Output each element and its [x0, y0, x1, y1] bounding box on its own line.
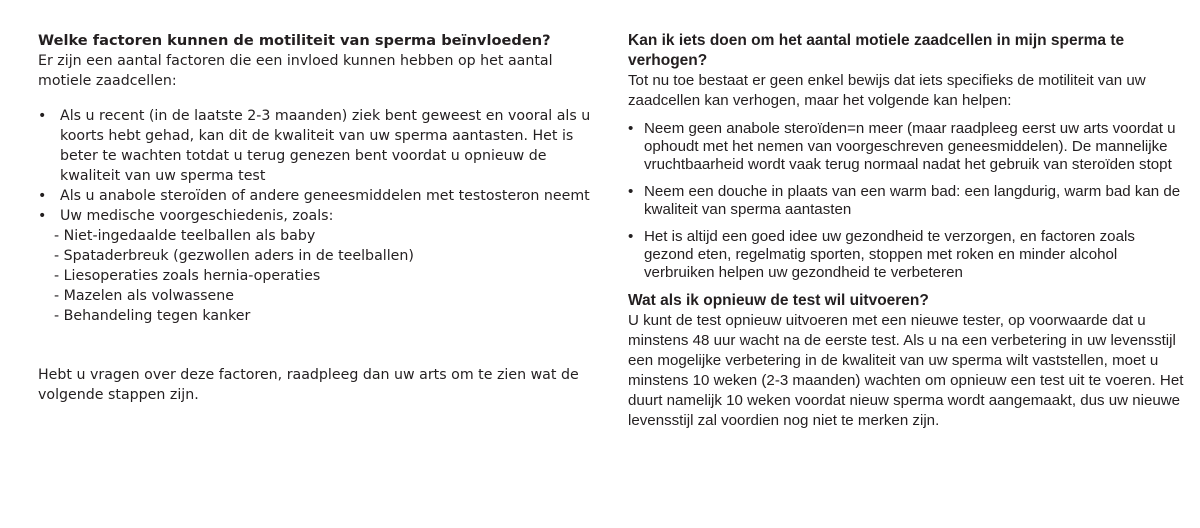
- increase-heading: Kan ik iets doen om het aantal motiele zaadcellen in mijn sperma te verhogen?: [628, 32, 1125, 69]
- list-item: • Het is altijd een goed idee uw gezondheid te verzorgen, en factoren zoals gezond eten, regelmatig sporten, stoppen met roken en minder alcohol verbruiken helpen uw gezondheid te verbeteren: [628, 228, 1135, 281]
- bullet-icon: •: [38, 208, 47, 224]
- factors-heading: Welke factoren kunnen de motiliteit van sperma beïnvloeden?: [38, 32, 551, 49]
- list-item: • Neem geen anabole steroïden=n meer (maar raadpleeg eerst uw arts voordat u ophoudt met het nemen van voorgeschreven geneesmiddelen). De mannelijke vruchtbaarheid wordt vaak terug normaal nadat het gebruik van steroïden stopt: [628, 120, 1176, 173]
- increase-list: [628, 120, 1188, 282]
- list-item: • Als u recent (in de laatste 2-3 maanden) ziek bent geweest en vooral als u koorts hebt gehad, kan dit de kwaliteit van uw sperma aantasten. Het is beter te wachten totdat u terug genezen bent voordat u opnieuw de kwaliteit van uw sperma test: [38, 108, 591, 184]
- factors-list: [38, 106, 598, 326]
- increase-intro: Tot nu toe bestaat er geen enkel bewijs dat iets specifieks de motiliteit van uw zaadcellen kan verhogen, maar het volgende kan helpen:: [628, 72, 1146, 109]
- sub-item: - Behandeling tegen kanker: [54, 308, 251, 324]
- retest-heading: Wat als ik opnieuw de test wil uitvoeren?: [628, 292, 929, 309]
- list-item: • Als u anabole steroïden of andere geneesmiddelen met testosteron neemt: [38, 188, 590, 204]
- bullet-icon: •: [38, 108, 47, 124]
- retest-body: U kunt de test opnieuw uitvoeren met een nieuwe tester, op voorwaarde dat u minstens 48 uur wacht na de eerste test. Als u na een verbetering in uw levensstijl een mogelijke verbetering in de kwaliteit van uw sperma wilt vaststellen, moet u minstens 10 weken (2-3 maanden) wachten om opnieuw een test uit te voeren. Het duurt namelijk 10 weken voordat nieuw sperma wordt aangemaakt, dus uw nieuwe levensstijl zal voordien nog niet te merken zijn.: [628, 312, 1184, 429]
- sub-item: - Mazelen als volwassene: [54, 288, 234, 304]
- list-item: • Neem een douche in plaats van een warm bad: een langdurig, warm bad kan de kwaliteit van sperma aantasten: [628, 183, 1181, 218]
- right-column: [628, 31, 1188, 431]
- sub-item: - Spataderbreuk (gezwollen aders in de teelballen): [54, 248, 414, 264]
- bullet-icon: •: [628, 183, 634, 200]
- list-item: • Uw medische voorgeschiedenis, zoals: - Niet-ingedaalde teelballen als baby - Spataderbreuk (gezwollen aders in de teelballen) - Liesoperaties zoals hernia-operaties - Mazelen als volwassene - Behandeling tegen kanker: [38, 206, 598, 326]
- bullet-icon: •: [628, 228, 634, 245]
- sub-item: - Niet-ingedaalde teelballen als baby: [54, 228, 316, 244]
- bullet-icon: •: [38, 188, 47, 204]
- factors-closing: Hebt u vragen over deze factoren, raadpleeg dan uw arts om te zien wat de volgende stappen zijn.: [38, 367, 579, 403]
- sub-item: - Liesoperaties zoals hernia-operaties: [54, 268, 321, 284]
- left-column: [38, 31, 598, 405]
- bullet-icon: •: [628, 120, 634, 137]
- factors-intro: Er zijn een aantal factoren die een invloed kunnen hebben op het aantal motiele zaadcellen:: [38, 53, 553, 89]
